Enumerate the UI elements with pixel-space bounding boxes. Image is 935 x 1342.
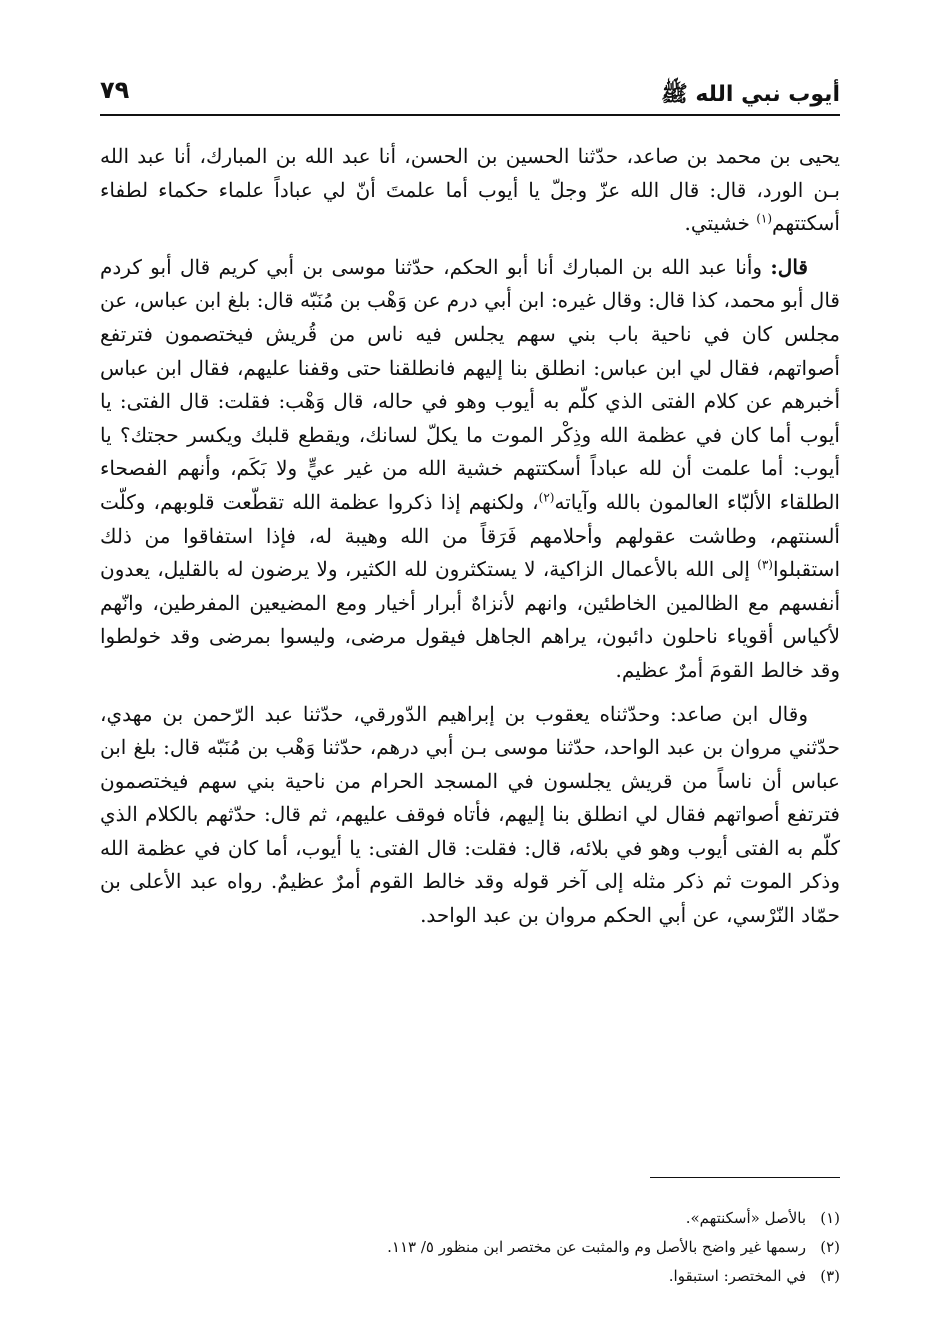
main-text [100,140,840,943]
footnote-2 [100,1233,840,1262]
paragraph-lead: قال: [770,254,808,279]
footnote-ref: (٢) [538,490,555,505]
footnote-text: رسمها غير واضح بالأصل وم والمثبت عن مختصر ابن منظور ٥/ ١١٣. [387,1238,806,1256]
footnote-number: (٣) [820,1267,840,1285]
footnote-number: (١) [820,1209,840,1227]
footnote-1 [100,1204,840,1233]
footnote-3 [100,1262,840,1291]
paragraph-1 [100,140,840,241]
footnote-ref: (٣) [757,557,773,572]
footnote-text: في المختصر: استبقوا. [668,1267,806,1285]
paragraph-text: وأنا عبد الله بن المبارك أنا أبو الحكم، حدّثنا موسى بن أبي كريم قال أبو كردم قال أبو محمد، كذا قال: وقال غيره: ابن أبي درم عن وَهْب بن مُنَبّه قال: بلغ ابن عباس، عن مجلس كان في ناحية باب بني سهم يجلس فيه ناس من قُريش فيختصمون فترتفع أصواتهم، فقال لي ابن عباس: انطلق بنا إليهم فانطلقنا حتى وقفنا عليهم، فقال ابن عباس أخبرهم عن كلام الفتى الذي كلّم به أيوب وهو في حاله، قال وَهْب: فقلت: قال الفتى: يا أيوب أما كان في عظمة الله وذِكْر الموت ما يكلّ لسانك، ويقطع قلبك ويكسر حجتك؟ يا أيوب: أما علمت أن لله عباداً أسكتتهم خشية الله من غير عيٍّ ولا بَكَم، وأنهم الفصحاء الطلقاء الألبّاء العالمون بالله وآياته [100,254,840,514]
footnote-number: (٢) [820,1238,840,1256]
page-header [100,74,840,116]
paragraph-text: ، ولكنهم إذا ذكروا عظمة الله تقطّعت قلوبهم، وكلّت ألسنتهم، وطاشت عقولهم وأحلامهم فَرَقاً من الله وهيبة له، فإذا استفاقوا من ذلك استقبلوا [100,489,840,582]
paragraph-text: وقال ابن صاعد: وحدّثناه يعقوب بن إبراهيم الدّورقي، حدّثنا عبد الرّحمن بن مهدي، حدّثني مروان بن عبد الواحد، حدّثنا موسى بـن أبي درهم، حدّثنا وَهْب بن مُنَبّه قال: بلغ ابن عباس أن ناساً من قريش يجلسون في المسجد الحرام من ناحية بني سهم فيختصمون فترتفع أصواتهم فقال لي انطلق بنا إليهم، فأتاه فوقف عليهم، ثم قال: حدّثهم بالكلام الذي كلّم به الفتى أيوب وهو في بلائه، قال: فقلت: قال الفتى: يا أيوب، أما كان في عظمة الله وذكر الموت ثم ذكر مثله إلى آخر قوله وقد خالط القوم أمرٌ عظيمٌ. رواه عبد الأعلى بن حمّاد النّرْسي، عن أبي الحكم مروان بن عبد الواحد. [100,701,840,928]
paragraph-text: يحيى بن محمد بن صاعد، حدّثنا الحسين بن الحسن، أنا عبد الله بن المبارك، أنا عبد الله بـن الورد، قال: قال الله عزّ وجلّ يا أيوب أما علمتَ أنّ لي عباداً علماء حكماء لطفاء أسكتتهم [100,144,840,236]
footnote-ref: (١) [756,211,773,226]
footnotes [100,1204,840,1291]
page-number: ٧٩ [100,76,130,104]
paragraph-3 [100,698,840,933]
paragraph-text: إلى الله بالأعمال الزاكية، لا يستكثرون لله الكثير، ولا يرضون له بالقليل، يعدون أنفسهم مع الظالمين الخاطئين، وانهم لأنزاهٌ أبرار أخيار ومع المضيعين المفرطين، وانّهم لأكياس أقوياء ناحلون دائبون، يراهم الجاهل فيقول مرضى، وليسوا بمرضى وقد خولطوا وقد خالط القومَ أمرٌ عظيم. [100,557,840,682]
running-title: أيوب نبي الله ﷺ [661,82,840,107]
paragraph-2 [100,251,840,688]
footnote-separator [650,1177,840,1178]
paragraph-text: خشيتي. [684,211,757,236]
footnote-text: بالأصل «أسكنتهم». [685,1209,806,1227]
